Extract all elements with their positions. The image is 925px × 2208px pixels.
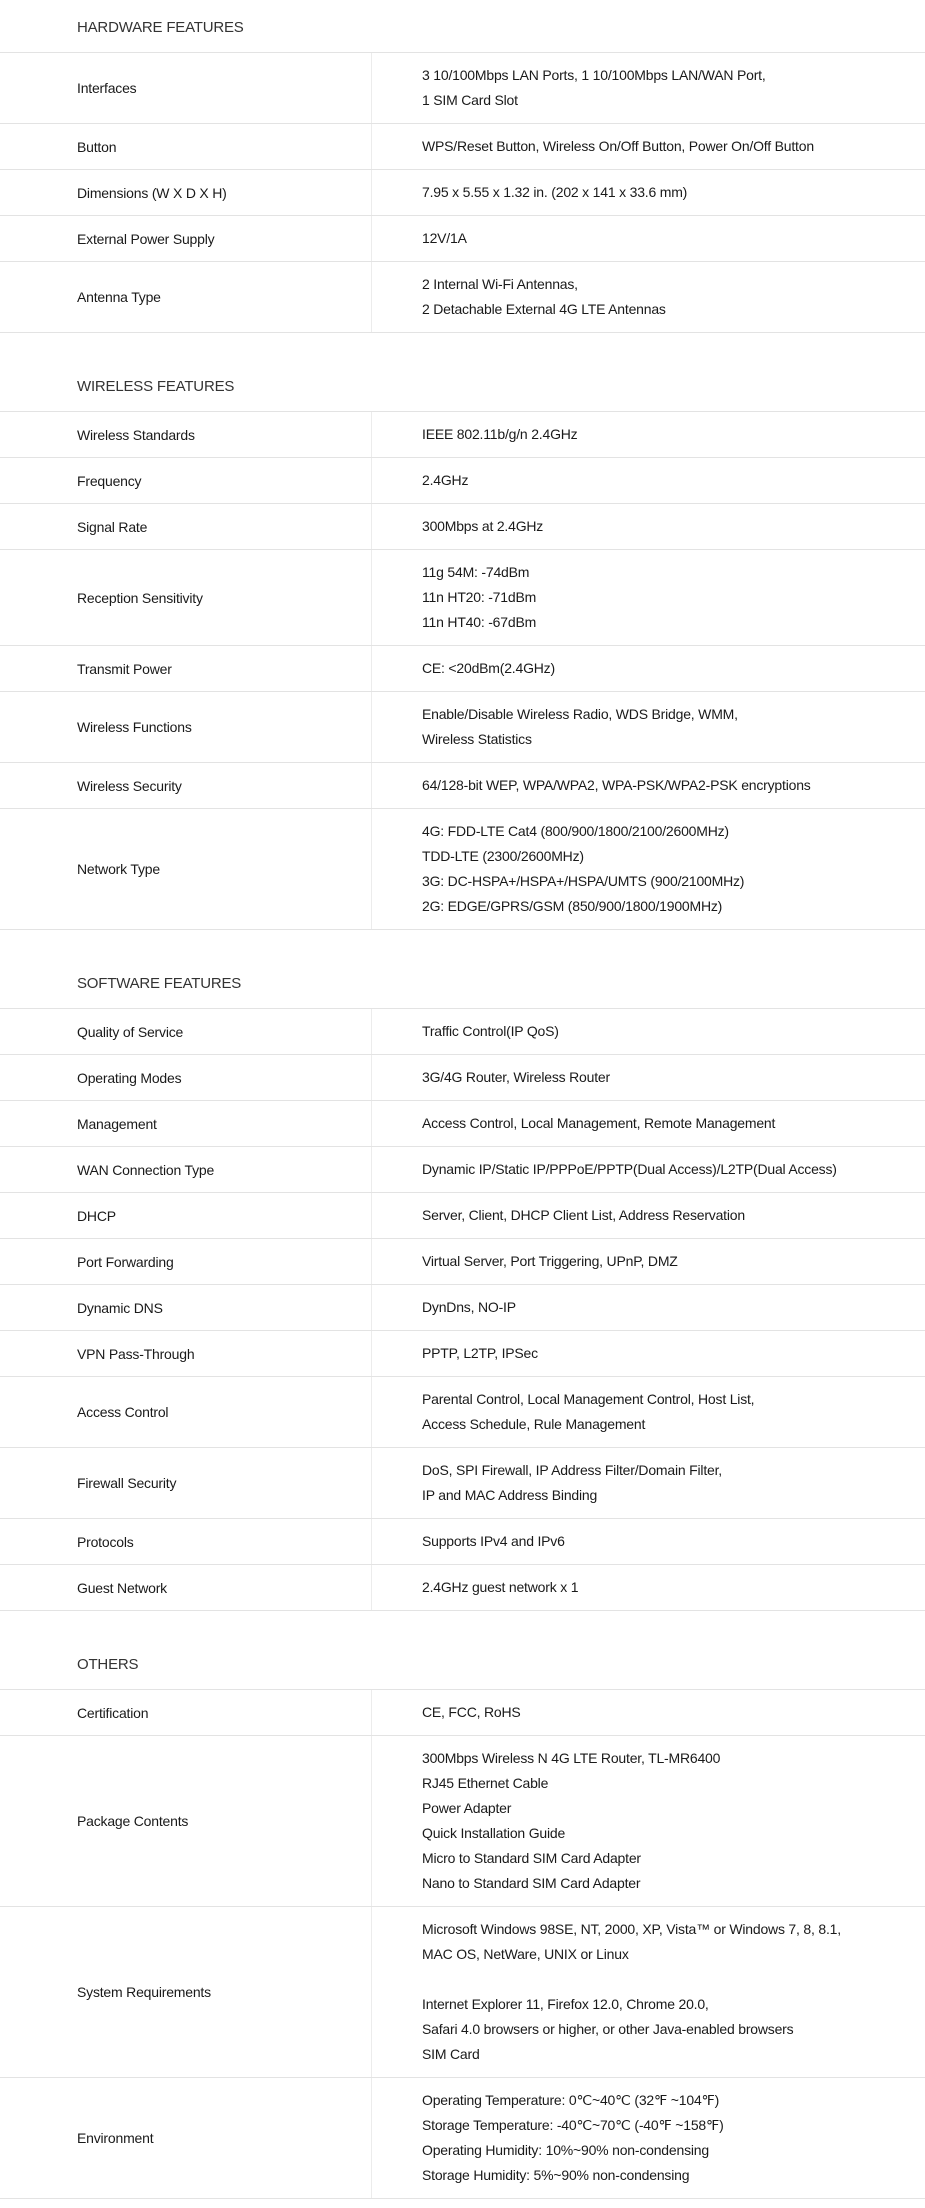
- spec-section: [0, 1611, 925, 2199]
- spec-value-line: Access Control, Local Management, Remote Management: [422, 1115, 776, 1131]
- spec-value-line: Operating Temperature: 0℃~40℃ (32℉ ~104℉): [422, 2092, 720, 2108]
- spec-row: [0, 1377, 925, 1448]
- spec-value-line: Virtual Server, Port Triggering, UPnP, DMZ: [422, 1253, 678, 1269]
- spec-value-line: 11n HT40: -67dBm: [422, 614, 537, 630]
- spec-row: [0, 124, 925, 170]
- spec-value-line: Server, Client, DHCP Client List, Address Reservation: [422, 1207, 745, 1223]
- spec-row: [0, 53, 925, 124]
- spec-row: [0, 1193, 925, 1239]
- spec-value: [372, 1736, 925, 1906]
- spec-label: VPN Pass-Through: [0, 1331, 372, 1376]
- spec-row: [0, 1101, 925, 1147]
- spec-value-line: [422, 1967, 925, 1992]
- spec-value: [372, 809, 925, 929]
- section-header: [0, 930, 925, 1009]
- spec-value-line: 1 SIM Card Slot: [422, 92, 518, 108]
- spec-label: Dynamic DNS: [0, 1285, 372, 1330]
- spec-value-line: 3 10/100Mbps LAN Ports, 1 10/100Mbps LAN/WAN Port,: [422, 67, 766, 83]
- spec-value: [372, 1009, 925, 1054]
- spec-value: [372, 170, 925, 215]
- spec-row: [0, 458, 925, 504]
- section-title: SOFTWARE FEATURES: [77, 975, 242, 992]
- spec-row: [0, 1519, 925, 1565]
- spec-value-line: 300Mbps at 2.4GHz: [422, 518, 544, 534]
- spec-row: [0, 692, 925, 763]
- spec-label: Interfaces: [0, 53, 372, 123]
- spec-label: Wireless Standards: [0, 412, 372, 457]
- spec-value-line: Microsoft Windows 98SE, NT, 2000, XP, Vista™ or Windows 7, 8, 8.1,: [422, 1921, 841, 1937]
- spec-label: External Power Supply: [0, 216, 372, 261]
- spec-label: Transmit Power: [0, 646, 372, 691]
- spec-label: DHCP: [0, 1193, 372, 1238]
- spec-value: [372, 1565, 925, 1610]
- section-title: HARDWARE FEATURES: [77, 19, 244, 36]
- spec-value-line: Parental Control, Local Management Control, Host List,: [422, 1391, 755, 1407]
- spec-label: Access Control: [0, 1377, 372, 1447]
- spec-value: [372, 1055, 925, 1100]
- spec-value: [372, 763, 925, 808]
- spec-label: Wireless Security: [0, 763, 372, 808]
- spec-row: [0, 1448, 925, 1519]
- spec-label: Guest Network: [0, 1565, 372, 1610]
- spec-value-line: Storage Temperature: -40℃~70℃ (-40℉ ~158℉): [422, 2117, 724, 2133]
- spec-value-line: 4G: FDD-LTE Cat4 (800/900/1800/2100/2600MHz): [422, 823, 729, 839]
- spec-value: [372, 1331, 925, 1376]
- section-header: [0, 0, 925, 53]
- spec-value-line: Dynamic IP/Static IP/PPPoE/PPTP(Dual Access)/L2TP(Dual Access): [422, 1161, 837, 1177]
- spec-value-line: WPS/Reset Button, Wireless On/Off Button, Power On/Off Button: [422, 138, 814, 154]
- spec-value: [372, 2078, 925, 2198]
- spec-value-line: Power Adapter: [422, 1800, 512, 1816]
- spec-value-line: 2 Detachable External 4G LTE Antennas: [422, 301, 666, 317]
- spec-value-line: MAC OS, NetWare, UNIX or Linux: [422, 1946, 629, 1962]
- spec-label: Operating Modes: [0, 1055, 372, 1100]
- spec-value: [372, 1448, 925, 1518]
- spec-value-line: 7.95 x 5.55 x 1.32 in. (202 x 141 x 33.6 mm): [422, 184, 688, 200]
- spec-row: [0, 1565, 925, 1611]
- spec-value: [372, 1377, 925, 1447]
- spec-label: Management: [0, 1101, 372, 1146]
- spec-row: [0, 1147, 925, 1193]
- spec-row: [0, 216, 925, 262]
- spec-value-line: PPTP, L2TP, IPSec: [422, 1345, 538, 1361]
- spec-label: Environment: [0, 2078, 372, 2198]
- spec-value-line: 2G: EDGE/GPRS/GSM (850/900/1800/1900MHz): [422, 898, 723, 914]
- spec-value-line: DoS, SPI Firewall, IP Address Filter/Domain Filter,: [422, 1462, 722, 1478]
- spec-value-line: Internet Explorer 11, Firefox 12.0, Chrome 20.0,: [422, 1996, 709, 2012]
- spec-value-line: 11g 54M: -74dBm: [422, 564, 530, 580]
- spec-row: [0, 809, 925, 930]
- spec-value-line: 3G: DC-HSPA+/HSPA+/HSPA/UMTS (900/2100MHz): [422, 873, 745, 889]
- spec-value-line: 300Mbps Wireless N 4G LTE Router, TL-MR6400: [422, 1750, 721, 1766]
- spec-value-line: SIM Card: [422, 2046, 480, 2062]
- spec-value-line: Quick Installation Guide: [422, 1825, 566, 1841]
- spec-value-line: TDD-LTE (2300/2600MHz): [422, 848, 584, 864]
- spec-value: [372, 692, 925, 762]
- spec-value: [372, 1519, 925, 1564]
- section-title: OTHERS: [77, 1656, 139, 1673]
- spec-label: Certification: [0, 1690, 372, 1735]
- spec-label: Quality of Service: [0, 1009, 372, 1054]
- spec-value: [372, 1907, 925, 2077]
- spec-value-line: Safari 4.0 browsers or higher, or other Java-enabled browsers: [422, 2021, 794, 2037]
- spec-value-line: 12V/1A: [422, 230, 467, 246]
- spec-value: [372, 1101, 925, 1146]
- spec-value-line: CE: <20dBm(2.4GHz): [422, 660, 555, 676]
- spec-label: Wireless Functions: [0, 692, 372, 762]
- spec-row: [0, 763, 925, 809]
- spec-value-line: 11n HT20: -71dBm: [422, 589, 537, 605]
- spec-value-line: Nano to Standard SIM Card Adapter: [422, 1875, 641, 1891]
- spec-row: [0, 1285, 925, 1331]
- spec-row: [0, 1736, 925, 1907]
- spec-row: [0, 1009, 925, 1055]
- spec-row: [0, 2078, 925, 2199]
- spec-row: [0, 1907, 925, 2078]
- spec-value: [372, 412, 925, 457]
- spec-label: Dimensions (W X D X H): [0, 170, 372, 215]
- spec-value-line: IP and MAC Address Binding: [422, 1487, 598, 1503]
- spec-label: System Requirements: [0, 1907, 372, 2077]
- spec-value: [372, 504, 925, 549]
- spec-section: [0, 930, 925, 1611]
- spec-row: [0, 504, 925, 550]
- section-header: [0, 333, 925, 412]
- spec-row: [0, 1239, 925, 1285]
- spec-value-line: CE, FCC, RoHS: [422, 1704, 521, 1720]
- spec-section: [0, 333, 925, 930]
- spec-value: [372, 216, 925, 261]
- spec-row: [0, 412, 925, 458]
- spec-value: [372, 262, 925, 332]
- spec-value: [372, 1147, 925, 1192]
- spec-row: [0, 550, 925, 646]
- spec-value-line: IEEE 802.11b/g/n 2.4GHz: [422, 426, 578, 442]
- spec-row: [0, 262, 925, 333]
- spec-value-line: Wireless Statistics: [422, 731, 532, 747]
- spec-value: [372, 458, 925, 503]
- spec-label: Signal Rate: [0, 504, 372, 549]
- spec-label: WAN Connection Type: [0, 1147, 372, 1192]
- spec-row: [0, 1690, 925, 1736]
- spec-value-line: Traffic Control(IP QoS): [422, 1023, 559, 1039]
- spec-value-line: Supports IPv4 and IPv6: [422, 1533, 565, 1549]
- spec-label: Button: [0, 124, 372, 169]
- spec-value-line: 2.4GHz guest network x 1: [422, 1579, 579, 1595]
- spec-value: [372, 550, 925, 645]
- spec-row: [0, 1055, 925, 1101]
- spec-label: Frequency: [0, 458, 372, 503]
- spec-value-line: 2.4GHz: [422, 472, 469, 488]
- spec-value: [372, 1193, 925, 1238]
- spec-row: [0, 1331, 925, 1377]
- spec-value: [372, 646, 925, 691]
- spec-value: [372, 1690, 925, 1735]
- section-header: [0, 1611, 925, 1690]
- spec-label: Reception Sensitivity: [0, 550, 372, 645]
- spec-value-line: 64/128-bit WEP, WPA/WPA2, WPA-PSK/WPA2-PSK encryptions: [422, 777, 811, 793]
- spec-label: Port Forwarding: [0, 1239, 372, 1284]
- spec-value: [372, 53, 925, 123]
- spec-value: [372, 124, 925, 169]
- spec-value-line: 2 Internal Wi-Fi Antennas,: [422, 276, 578, 292]
- spec-row: [0, 646, 925, 692]
- spec-value-line: Operating Humidity: 10%~90% non-condensing: [422, 2142, 709, 2158]
- spec-value-line: Micro to Standard SIM Card Adapter: [422, 1850, 641, 1866]
- spec-value: [372, 1239, 925, 1284]
- spec-value-line: DynDns, NO-IP: [422, 1299, 516, 1315]
- spec-label: Package Contents: [0, 1736, 372, 1906]
- spec-label: Network Type: [0, 809, 372, 929]
- spec-value-line: Enable/Disable Wireless Radio, WDS Bridge, WMM,: [422, 706, 738, 722]
- spec-value-line: Storage Humidity: 5%~90% non-condensing: [422, 2167, 690, 2183]
- spec-section: [0, 0, 925, 333]
- spec-value: [372, 1285, 925, 1330]
- spec-value-line: RJ45 Ethernet Cable: [422, 1775, 549, 1791]
- spec-label: Antenna Type: [0, 262, 372, 332]
- spec-label: Firewall Security: [0, 1448, 372, 1518]
- section-title: WIRELESS FEATURES: [77, 378, 235, 395]
- spec-value-line: Access Schedule, Rule Management: [422, 1416, 646, 1432]
- spec-label: Protocols: [0, 1519, 372, 1564]
- spec-value-line: 3G/4G Router, Wireless Router: [422, 1069, 610, 1085]
- spec-row: [0, 170, 925, 216]
